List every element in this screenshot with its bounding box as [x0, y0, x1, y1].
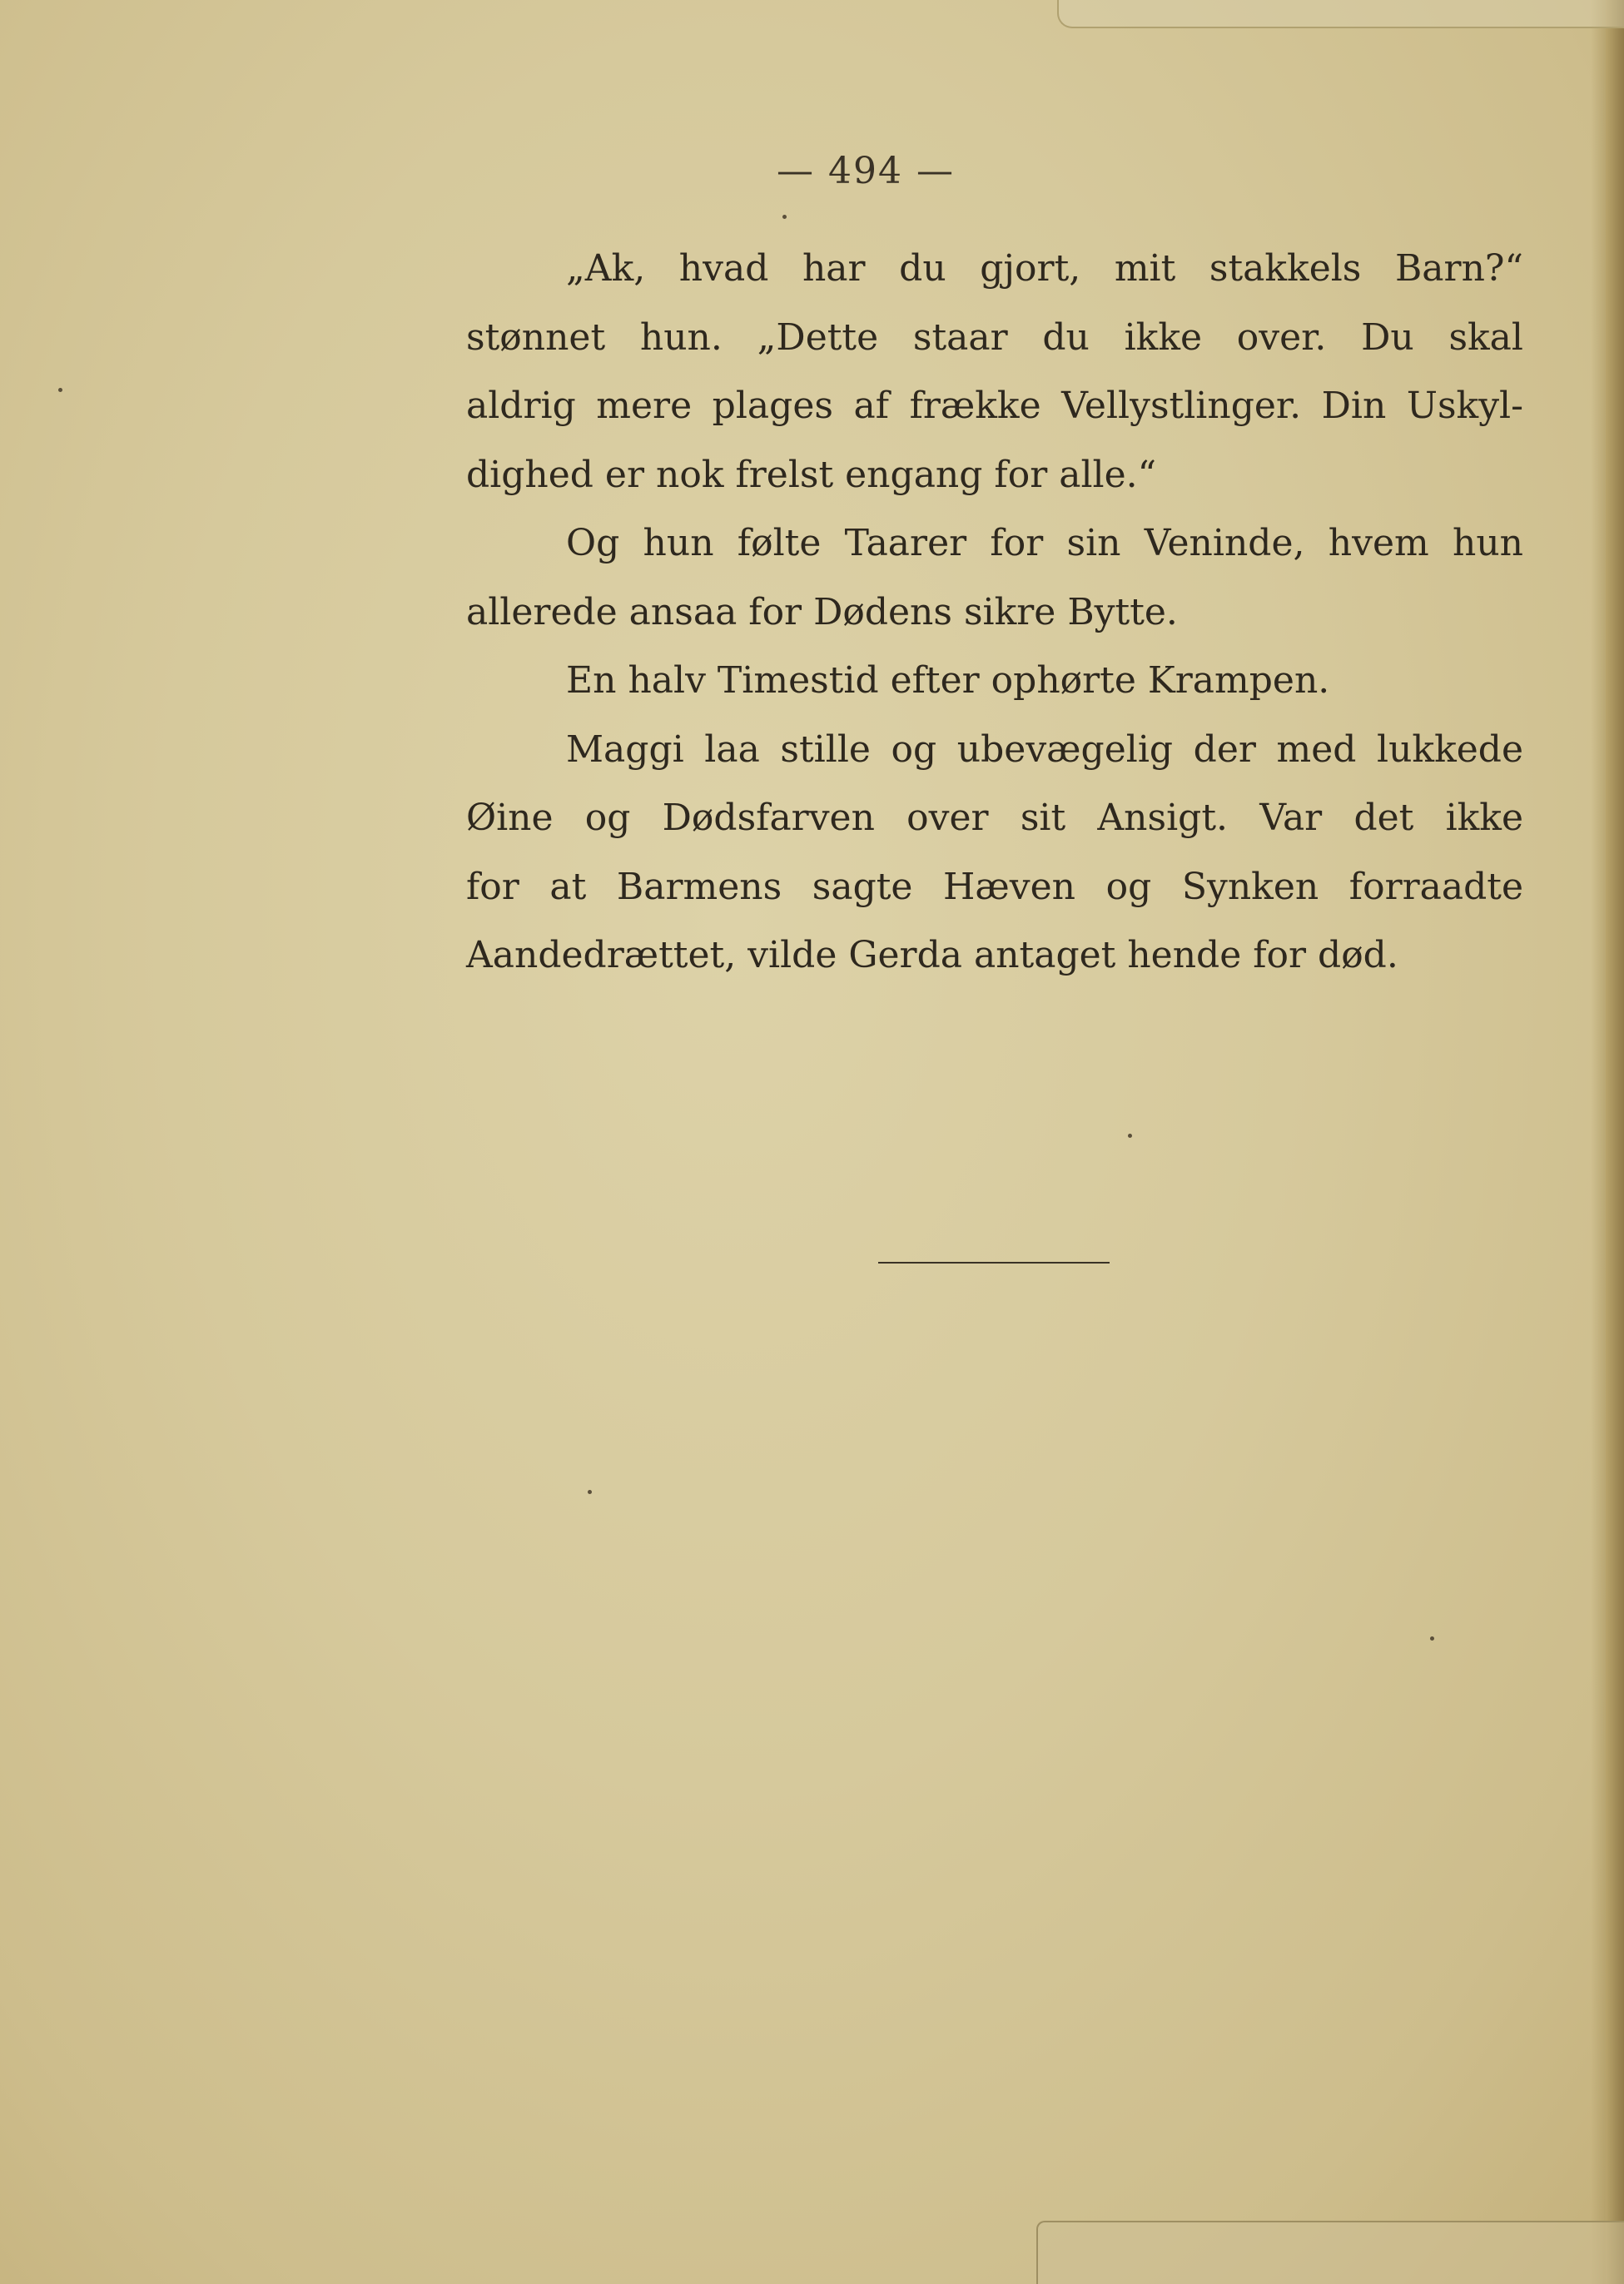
paper-speck [782, 215, 787, 219]
paper-speck [588, 1490, 592, 1494]
text-line: En halv Timestid efter ophørte Krampen. [566, 659, 1330, 702]
page-edge [1606, 0, 1624, 2284]
page-number: — 494 — [777, 150, 955, 192]
paper-speck [1430, 1636, 1434, 1641]
text-line: Og hun følte Taarer for sin Veninde, hvem hun [566, 522, 1523, 564]
body-text [466, 235, 1523, 991]
paper-speck [1128, 1134, 1132, 1138]
text-line: for at Barmens sagte Hæven og Synken forraadte [466, 865, 1523, 908]
text-line: „Ak, hvad har du gjort, mit stakkels Barn?“ [566, 247, 1523, 290]
page-fold-top [1057, 0, 1624, 28]
paper-speck [58, 388, 62, 392]
text-line: stønnet hun. „Dette staar du ikke over. Du skal [466, 315, 1523, 359]
text-line: Aandedrættet, vilde Gerda antaget hende for død. [466, 934, 1398, 976]
section-divider [878, 1262, 1110, 1264]
text-line: Maggi laa stille og ubevægelig der med lukkede [566, 727, 1523, 771]
text-line: Øine og Dødsfarven over sit Ansigt. Var det ikke [466, 797, 1523, 839]
page-fold-bottom [1036, 2221, 1624, 2284]
text-line: aldrig mere plages af frække Vellystlinger. Din Uskyl- [466, 385, 1523, 427]
text-line: dighed er nok frelst engang for alle.“ [466, 453, 1157, 496]
text-line: allerede ansaa for Dødens sikre Bytte. [466, 590, 1178, 633]
page-edge-shadow [1591, 0, 1606, 2284]
